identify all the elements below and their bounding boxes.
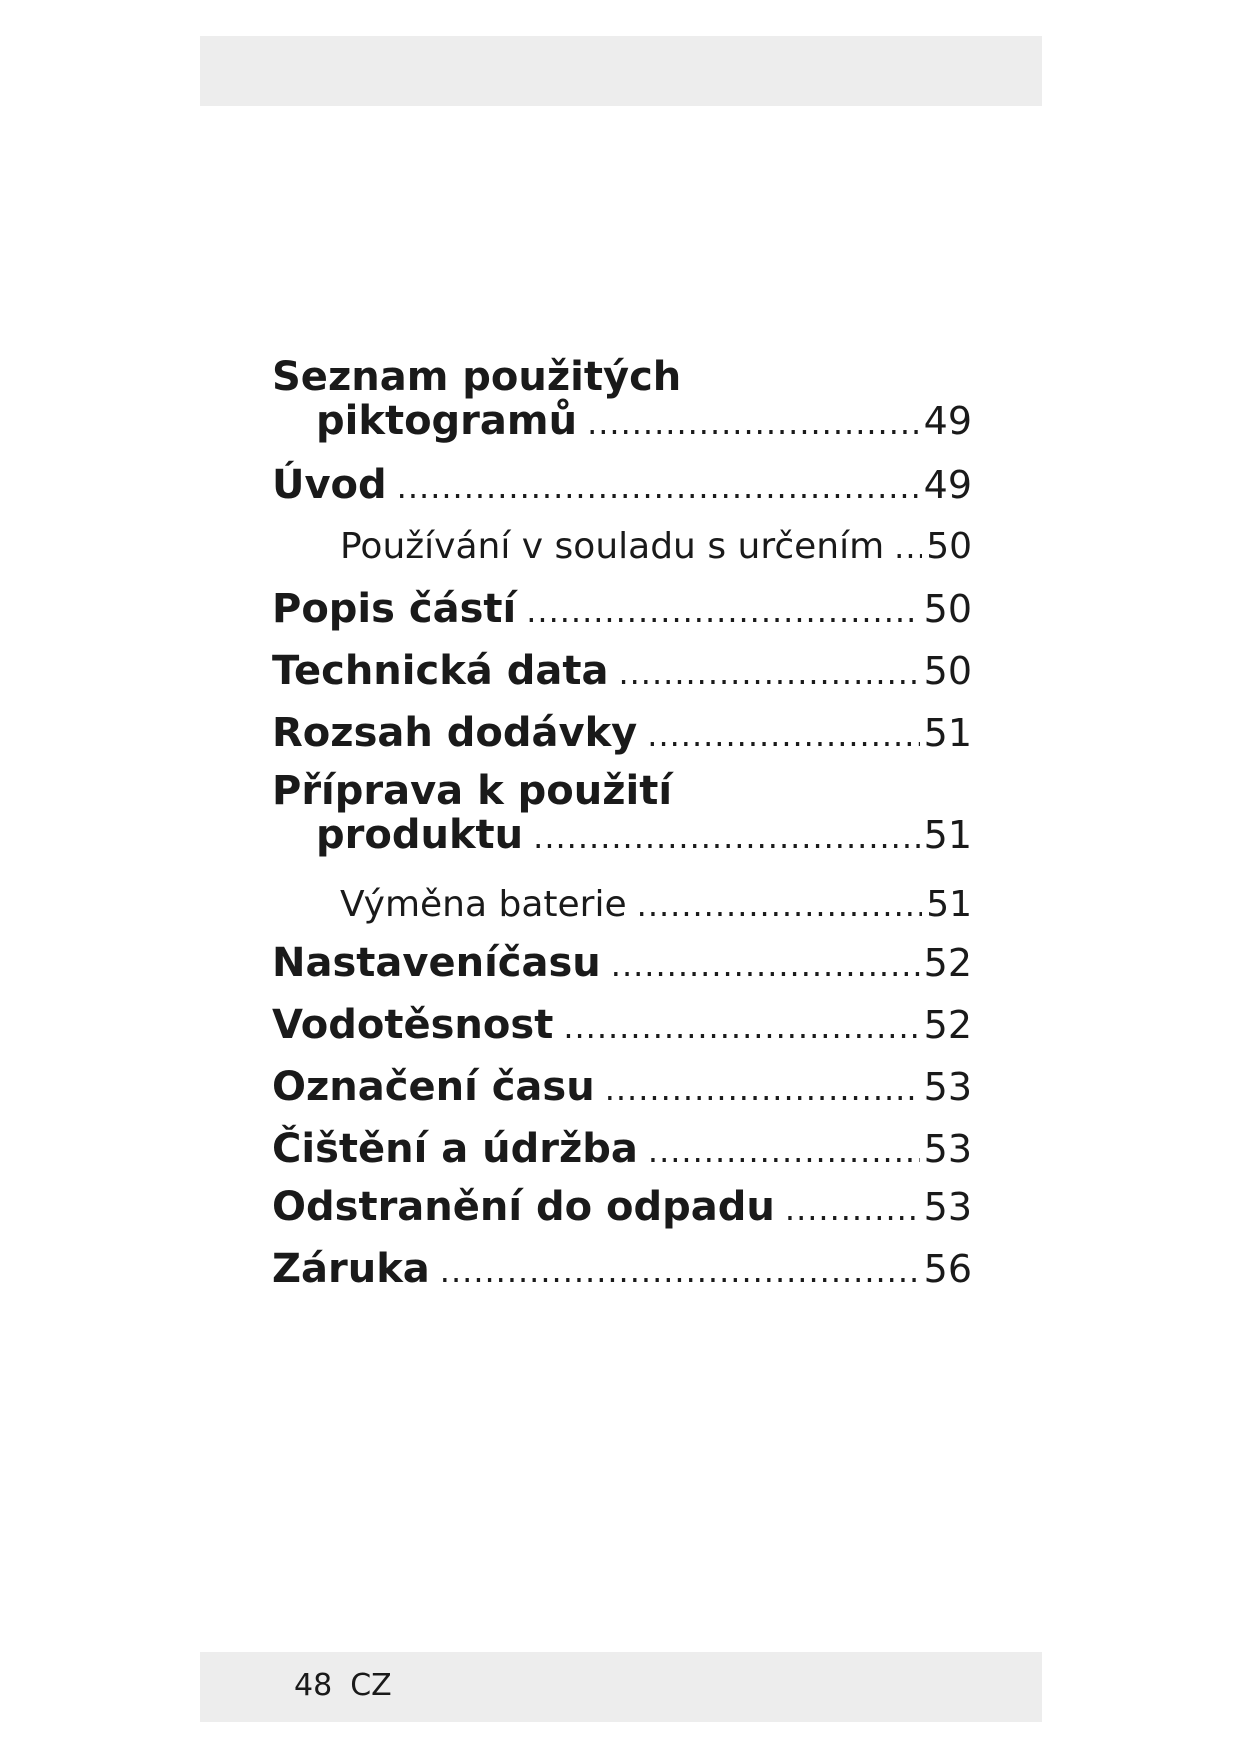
toc-entry-time-marking[interactable] bbox=[272, 1064, 972, 1110]
page-footer bbox=[294, 1668, 410, 1703]
toc-entry-page: 51 bbox=[926, 884, 972, 925]
toc-entry-label: Záruka bbox=[272, 1246, 430, 1292]
toc-entry-label: Nastaveníčasu bbox=[272, 940, 601, 986]
toc-entry-page: 50 bbox=[923, 587, 972, 631]
leader-dots bbox=[563, 1008, 919, 1046]
language-code: CZ bbox=[350, 1668, 392, 1703]
leader-dots bbox=[894, 528, 922, 566]
leader-dots bbox=[440, 1252, 920, 1290]
toc-entry-page: 49 bbox=[923, 399, 972, 443]
toc-entry-page: 53 bbox=[923, 1065, 972, 1109]
toc-entry-label: Popis částí bbox=[272, 586, 517, 632]
leader-dots bbox=[587, 404, 920, 442]
toc-entry-title-line: Seznam použitých bbox=[272, 354, 682, 400]
toc-entry-label: Odstranění do odpadu bbox=[272, 1184, 775, 1230]
leader-dots bbox=[397, 468, 920, 506]
toc-entry-page: 51 bbox=[923, 711, 972, 755]
toc-entry-label: Označení času bbox=[272, 1064, 595, 1110]
toc-entry-page: 52 bbox=[923, 1003, 972, 1047]
leader-dots bbox=[526, 592, 919, 630]
toc-entry-scope-of-delivery[interactable] bbox=[272, 710, 972, 756]
toc-entry-battery-replacement[interactable] bbox=[272, 884, 972, 925]
document-page bbox=[200, 36, 1042, 1722]
leader-dots bbox=[533, 818, 919, 856]
leader-dots bbox=[785, 1190, 920, 1228]
toc-entry-time-setting[interactable] bbox=[272, 940, 972, 986]
leader-dots bbox=[637, 886, 923, 924]
leader-dots bbox=[611, 946, 920, 984]
toc-entry-label: Rozsah dodávky bbox=[272, 710, 638, 756]
toc-entry-introduction[interactable] bbox=[272, 462, 972, 508]
toc-entry-parts-description[interactable] bbox=[272, 586, 972, 632]
toc-entry-pictograms[interactable] bbox=[272, 354, 972, 444]
toc-entry-cleaning[interactable] bbox=[272, 1126, 972, 1172]
toc-entry-label: piktogramů bbox=[316, 398, 578, 444]
toc-entry-preparation[interactable] bbox=[272, 768, 972, 858]
toc-entry-label: produktu bbox=[316, 812, 524, 858]
toc-entry-label: Úvod bbox=[272, 462, 387, 508]
toc-entry-label: Technická data bbox=[272, 648, 609, 694]
toc-entry-technical-data[interactable] bbox=[272, 648, 972, 694]
toc-entry-intended-use[interactable] bbox=[272, 526, 972, 567]
header-bar bbox=[200, 36, 1042, 106]
toc-entry-page: 50 bbox=[923, 649, 972, 693]
toc-entry-label: Vodotěsnost bbox=[272, 1002, 554, 1048]
leader-dots bbox=[618, 654, 919, 692]
leader-dots bbox=[648, 1132, 920, 1170]
leader-dots bbox=[647, 716, 919, 754]
toc-entry-label: Výměna baterie bbox=[340, 884, 627, 925]
toc-entry-page: 49 bbox=[923, 463, 972, 507]
toc-entry-page: 56 bbox=[923, 1247, 972, 1291]
toc-entry-water-resistance[interactable] bbox=[272, 1002, 972, 1048]
toc-entry-page: 53 bbox=[923, 1127, 972, 1171]
toc-entry-disposal[interactable] bbox=[272, 1184, 972, 1230]
toc-entry-label: Používání v souladu s určením bbox=[340, 526, 885, 567]
toc-entry-warranty[interactable] bbox=[272, 1246, 972, 1292]
footer-bar bbox=[200, 1652, 1042, 1722]
toc-entry-page: 52 bbox=[923, 941, 972, 985]
toc-entry-page: 51 bbox=[923, 813, 972, 857]
page-number: 48 bbox=[294, 1668, 333, 1703]
leader-dots bbox=[605, 1070, 920, 1108]
toc-entry-title-line: Příprava k použití bbox=[272, 768, 673, 814]
toc-entry-page: 50 bbox=[926, 526, 972, 567]
toc-entry-label: Čištění a údržba bbox=[272, 1126, 638, 1172]
toc-entry-page: 53 bbox=[923, 1185, 972, 1229]
